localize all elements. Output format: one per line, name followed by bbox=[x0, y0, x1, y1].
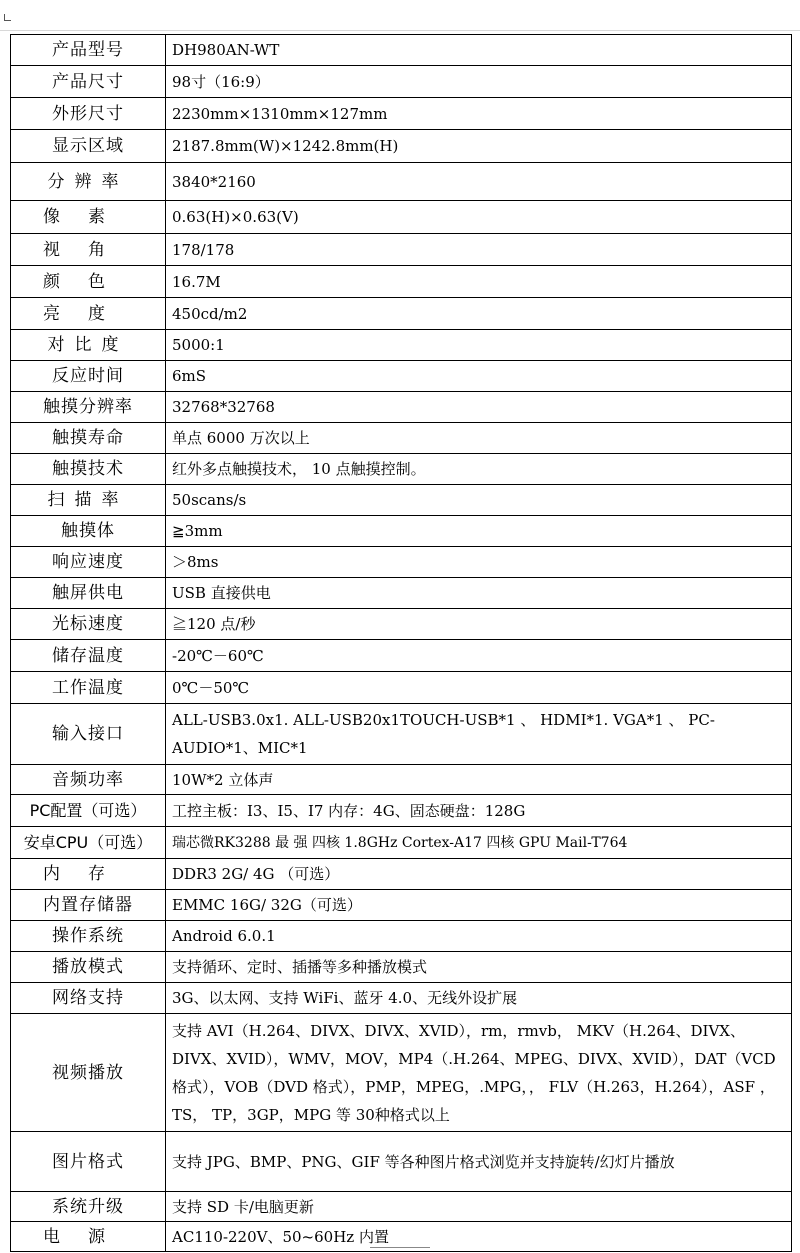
spec-label: 储存温度 bbox=[11, 640, 166, 672]
spec-value: 450cd/m2 bbox=[166, 298, 792, 330]
spec-value: 2187.8mm(W)×1242.8mm(H) bbox=[166, 130, 792, 163]
spec-value: 32768*32768 bbox=[166, 392, 792, 423]
spec-value: DDR3 2G/ 4G （可选） bbox=[166, 859, 792, 890]
table-row bbox=[11, 859, 792, 890]
table-row bbox=[11, 130, 792, 163]
spec-value: AC110-220V、50~60Hz 内置 bbox=[166, 1222, 792, 1252]
spec-label: 触摸寿命 bbox=[11, 423, 166, 454]
spec-label: 工作温度 bbox=[11, 672, 166, 704]
spec-label: 内置存储器 bbox=[11, 890, 166, 921]
table-row bbox=[11, 952, 792, 983]
spec-value: ≧3mm bbox=[166, 516, 792, 547]
table-row bbox=[11, 330, 792, 361]
table-row bbox=[11, 1014, 792, 1132]
table-row bbox=[11, 35, 792, 66]
spec-value: 6mS bbox=[166, 361, 792, 392]
table-row bbox=[11, 578, 792, 609]
spec-value: 3840*2160 bbox=[166, 163, 792, 201]
table-row bbox=[11, 516, 792, 547]
table-row bbox=[11, 163, 792, 201]
spec-label: 产品尺寸 bbox=[11, 66, 166, 98]
table-row bbox=[11, 640, 792, 672]
table-row bbox=[11, 1132, 792, 1192]
spec-value: 瑞芯微RK3288 最 强 四核 1.8GHz Cortex-A17 四核 GPU Mail-T764 bbox=[166, 827, 792, 859]
spec-label: 触摸分辨率 bbox=[11, 392, 166, 423]
table-row bbox=[11, 795, 792, 827]
spec-label: 图片格式 bbox=[11, 1132, 166, 1192]
spec-value: ALL-USB3.0x1. ALL-USB20x1TOUCH-USB*1 、 HDMI*1. VGA*1 、 PC-AUDIO*1、MIC*1 bbox=[166, 704, 792, 765]
spec-label: 音频功率 bbox=[11, 765, 166, 795]
table-row bbox=[11, 921, 792, 952]
divider bbox=[370, 1247, 430, 1248]
table-row bbox=[11, 454, 792, 485]
table-row bbox=[11, 201, 792, 234]
spec-label: 亮度 bbox=[11, 298, 166, 330]
table-row bbox=[11, 827, 792, 859]
table-row bbox=[11, 423, 792, 454]
spec-label: 对比度 bbox=[11, 330, 166, 361]
spec-label: 视角 bbox=[11, 234, 166, 266]
spec-label: 触摸体 bbox=[11, 516, 166, 547]
table-row bbox=[11, 485, 792, 516]
spec-label: 视频播放 bbox=[11, 1014, 166, 1132]
spec-label: 触摸技术 bbox=[11, 454, 166, 485]
spec-value: 0℃－50℃ bbox=[166, 672, 792, 704]
spec-value: EMMC 16G/ 32G（可选） bbox=[166, 890, 792, 921]
spec-value: ≧120 点/秒 bbox=[166, 609, 792, 640]
spec-value: USB 直接供电 bbox=[166, 578, 792, 609]
spec-label: 系统升级 bbox=[11, 1192, 166, 1222]
spec-label: 像素 bbox=[11, 201, 166, 234]
table-row bbox=[11, 983, 792, 1014]
spec-value: 3G、以太网、支持 WiFi、蓝牙 4.0、无线外设扩展 bbox=[166, 983, 792, 1014]
spec-value: 16.7M bbox=[166, 266, 792, 298]
spec-value: 50scans/s bbox=[166, 485, 792, 516]
table-row bbox=[11, 672, 792, 704]
spec-value: 0.63(H)×0.63(V) bbox=[166, 201, 792, 234]
spec-label: 操作系统 bbox=[11, 921, 166, 952]
spec-value: 支持循环、定时、插播等多种播放模式 bbox=[166, 952, 792, 983]
spec-label: 分辨率 bbox=[11, 163, 166, 201]
spec-label: 播放模式 bbox=[11, 952, 166, 983]
table-row bbox=[11, 98, 792, 130]
spec-value: 5000:1 bbox=[166, 330, 792, 361]
table-row bbox=[11, 765, 792, 795]
spec-label: PC配置（可选） bbox=[11, 795, 166, 827]
spec-value: 10W*2 立体声 bbox=[166, 765, 792, 795]
spec-table bbox=[10, 34, 792, 1252]
spec-label: 安卓CPU（可选） bbox=[11, 827, 166, 859]
spec-value: 单点 6000 万次以上 bbox=[166, 423, 792, 454]
spec-label: 颜色 bbox=[11, 266, 166, 298]
spec-value: 2230mm×1310mm×127mm bbox=[166, 98, 792, 130]
spec-label: 显示区域 bbox=[11, 130, 166, 163]
spec-label: 网络支持 bbox=[11, 983, 166, 1014]
spec-value: 支持 JPG、BMP、PNG、GIF 等各种图片格式浏览并支持旋转/幻灯片播放 bbox=[166, 1132, 792, 1192]
spec-value: 支持 SD 卡/电脑更新 bbox=[166, 1192, 792, 1222]
spec-label: 光标速度 bbox=[11, 609, 166, 640]
spec-value: ＞8ms bbox=[166, 547, 792, 578]
spec-label: 反应时间 bbox=[11, 361, 166, 392]
spec-value: Android 6.0.1 bbox=[166, 921, 792, 952]
table-row bbox=[11, 234, 792, 266]
table-row bbox=[11, 890, 792, 921]
spec-label: 外形尺寸 bbox=[11, 98, 166, 130]
table-row bbox=[11, 66, 792, 98]
spec-label: 产品型号 bbox=[11, 35, 166, 66]
spec-value: 支持 AVI（H.264、DIVX、DIVX、XVID），rm，rmvb， MKV（H.264、DIVX、DIVX、XVID），WMV，MOV，MP4（.H.264、MPEG、DIVX、XVID），DAT（VCD 格式），VOB（DVD 格式），PMP，MPEG，.MPG，， FLV（H.263，H.264），ASF ，TS， TP，3GP，MPG 等 30种格式以上 bbox=[166, 1014, 792, 1132]
table-row bbox=[11, 704, 792, 765]
spec-value: 红外多点触摸技术， 10 点触摸控制。 bbox=[166, 454, 792, 485]
corner-mark-icon bbox=[4, 14, 11, 21]
spec-value: 工控主板：I3、I5、I7 内存：4G、固态硬盘：128G bbox=[166, 795, 792, 827]
window-top-strip bbox=[0, 0, 800, 31]
spec-value: DH980AN-WT bbox=[166, 35, 792, 66]
table-row bbox=[11, 392, 792, 423]
spec-label: 电源 bbox=[11, 1222, 166, 1252]
table-row bbox=[11, 609, 792, 640]
spec-value: 178/178 bbox=[166, 234, 792, 266]
table-row bbox=[11, 298, 792, 330]
spec-value: 98寸（16:9） bbox=[166, 66, 792, 98]
spec-label: 输入接口 bbox=[11, 704, 166, 765]
table-row bbox=[11, 547, 792, 578]
spec-label: 触屏供电 bbox=[11, 578, 166, 609]
spec-label: 内存 bbox=[11, 859, 166, 890]
table-row bbox=[11, 361, 792, 392]
spec-label: 扫描率 bbox=[11, 485, 166, 516]
spec-label: 响应速度 bbox=[11, 547, 166, 578]
table-row bbox=[11, 266, 792, 298]
spec-value: -20℃－60℃ bbox=[166, 640, 792, 672]
table-row bbox=[11, 1192, 792, 1222]
